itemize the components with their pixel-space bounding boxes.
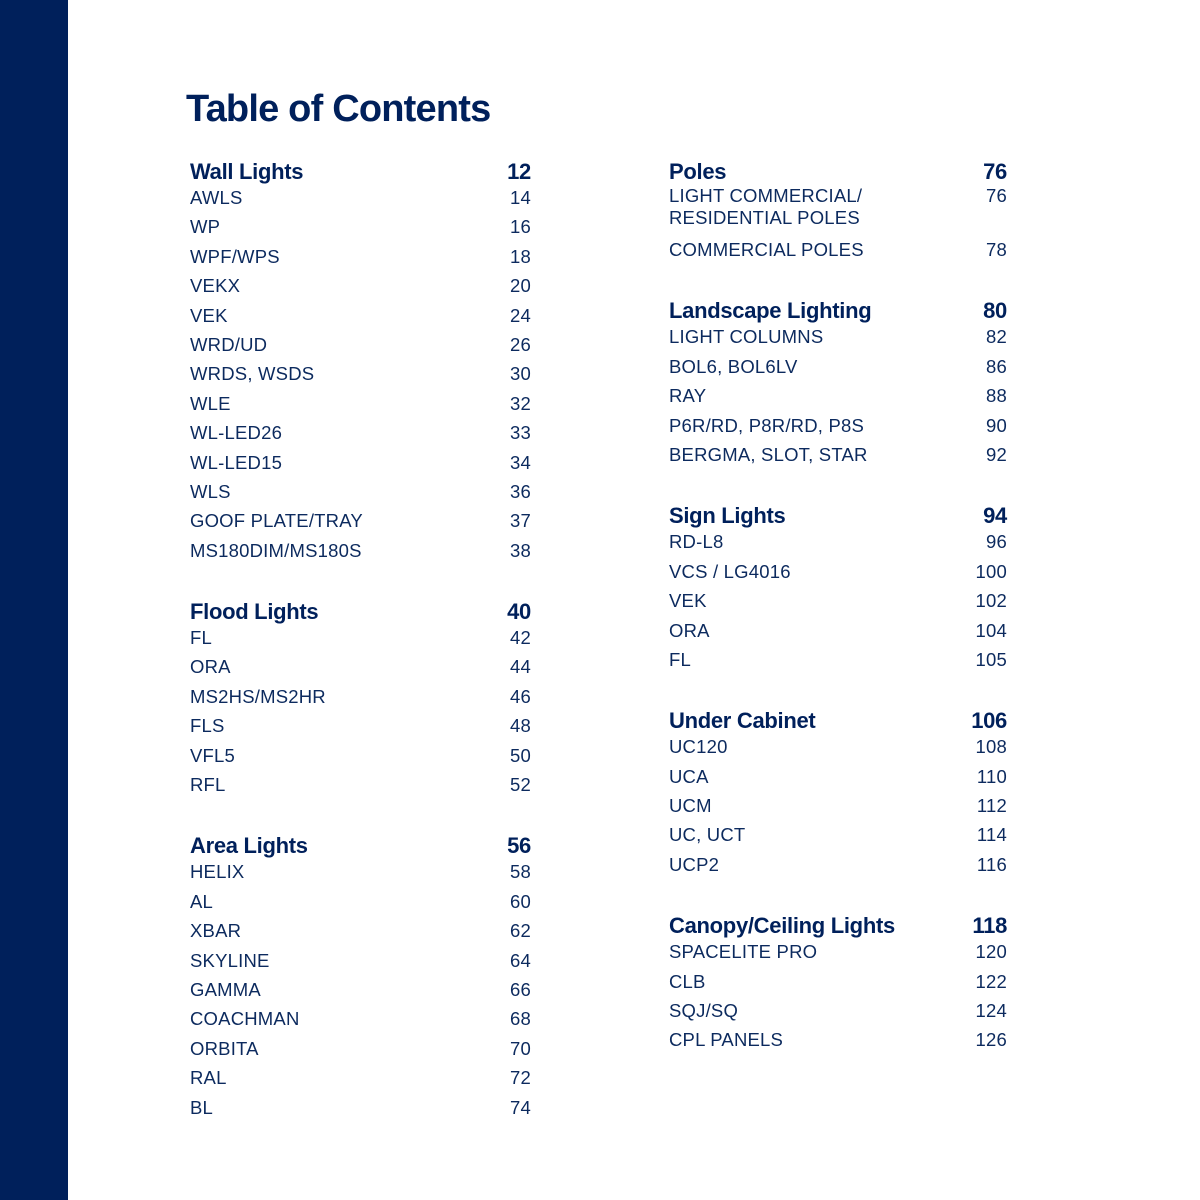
section-heading[interactable] xyxy=(190,829,531,859)
entry-page-number: 64 xyxy=(510,949,531,971)
section-title: Wall Lights xyxy=(190,159,304,184)
entry-page-number: 16 xyxy=(510,216,531,238)
toc-entry[interactable] xyxy=(669,1027,1007,1056)
entry-label: VEK xyxy=(669,590,707,612)
entry-label: VEKX xyxy=(190,275,241,297)
entry-label: AL xyxy=(190,890,214,912)
entry-label: MS180DIM/MS180S xyxy=(190,539,362,561)
entry-page-number: 72 xyxy=(510,1067,531,1089)
entry-label: BERGMA, SLOT, STAR xyxy=(669,443,868,465)
entry-label: WRDS, WSDS xyxy=(190,363,315,385)
entry-label: UCA xyxy=(669,765,709,787)
entry-label: SPACELITE PRO xyxy=(669,941,818,963)
toc-entry[interactable] xyxy=(190,1036,531,1065)
section-title: Area Lights xyxy=(190,833,308,859)
entry-label: RFL xyxy=(190,774,226,796)
entry-label: VFL5 xyxy=(190,744,236,766)
toc-column-right xyxy=(669,155,1007,1085)
entry-label: LIGHT COMMERCIAL/ RESIDENTIAL POLES xyxy=(669,185,863,228)
section-page-number: 40 xyxy=(507,599,531,625)
toc-entry[interactable] xyxy=(190,273,531,302)
entry-label: ORA xyxy=(669,619,710,641)
entry-page-number: 20 xyxy=(510,275,531,297)
section-heading[interactable] xyxy=(669,499,1007,529)
entry-label: GOOF PLATE/TRAY xyxy=(190,510,363,532)
entry-page-number: 110 xyxy=(976,765,1007,787)
entry-label: HELIX xyxy=(190,861,245,883)
toc-entry[interactable] xyxy=(190,479,531,508)
toc-entry[interactable] xyxy=(190,244,531,273)
entry-page-number: 70 xyxy=(510,1037,531,1059)
toc-entry[interactable] xyxy=(669,852,1007,881)
entry-page-number: 38 xyxy=(510,539,531,561)
entry-page-number: 37 xyxy=(510,510,531,532)
section-title: Poles xyxy=(669,159,727,184)
entry-page-number: 48 xyxy=(510,715,531,737)
entry-page-number: 92 xyxy=(986,443,1007,465)
entry-label: GAMMA xyxy=(190,978,261,1000)
toc-entry[interactable] xyxy=(190,1065,531,1094)
entry-page-number: 74 xyxy=(510,1096,531,1118)
entry-page-number: 32 xyxy=(510,392,531,414)
toc-entry[interactable] xyxy=(669,939,1007,968)
entry-page-number: 78 xyxy=(986,239,1007,260)
entry-page-number: 114 xyxy=(976,824,1007,846)
entry-page-number: 116 xyxy=(976,853,1007,875)
toc-entry[interactable] xyxy=(190,508,531,537)
toc-entry[interactable] xyxy=(669,324,1007,353)
section-page-number: 94 xyxy=(983,503,1007,529)
entry-label: ORBITA xyxy=(190,1037,259,1059)
entry-label: RAL xyxy=(190,1067,227,1089)
entry-page-number: 105 xyxy=(975,648,1007,670)
entry-label: AWLS xyxy=(190,187,243,208)
toc-entry[interactable] xyxy=(190,625,531,654)
toc-entry[interactable] xyxy=(190,772,531,801)
toc-entry[interactable] xyxy=(669,764,1007,793)
toc-entry[interactable] xyxy=(669,618,1007,647)
toc-entry[interactable] xyxy=(669,442,1007,471)
toc-entry[interactable] xyxy=(190,303,531,332)
entry-page-number: 58 xyxy=(510,861,531,883)
toc-section xyxy=(190,155,531,567)
entry-page-number: 62 xyxy=(510,920,531,942)
toc-entry[interactable] xyxy=(669,529,1007,558)
entry-page-number: 50 xyxy=(510,744,531,766)
toc-section xyxy=(669,155,1007,266)
entry-label: BOL6, BOL6LV xyxy=(669,355,798,377)
entry-label: FL xyxy=(190,627,212,649)
toc-entry[interactable] xyxy=(669,354,1007,383)
toc-entry[interactable] xyxy=(190,332,531,361)
entry-label: UCP2 xyxy=(669,853,720,875)
toc-entry[interactable] xyxy=(190,214,531,243)
entry-page-number: 86 xyxy=(986,355,1007,377)
toc-entry[interactable] xyxy=(190,1006,531,1035)
toc-entry[interactable] xyxy=(190,450,531,479)
toc-entry[interactable] xyxy=(669,185,1007,237)
entry-page-number: 60 xyxy=(510,890,531,912)
entry-page-number: 90 xyxy=(986,414,1007,436)
entry-label: CPL PANELS xyxy=(669,1029,784,1051)
toc-entry[interactable] xyxy=(190,1095,531,1124)
entry-page-number: 44 xyxy=(510,656,531,678)
toc-entry[interactable] xyxy=(190,654,531,683)
page-title: Table of Contents xyxy=(186,88,491,130)
toc-section xyxy=(190,595,531,801)
toc-entry[interactable] xyxy=(190,391,531,420)
toc-entry[interactable] xyxy=(669,647,1007,676)
toc-entry[interactable] xyxy=(669,383,1007,412)
toc-entry[interactable] xyxy=(669,588,1007,617)
entry-page-number: 14 xyxy=(510,187,531,208)
toc-entry[interactable] xyxy=(669,734,1007,763)
side-color-bar xyxy=(0,0,68,1200)
entry-label: WLS xyxy=(190,480,231,502)
entry-label: VEK xyxy=(190,304,228,326)
entry-page-number: 46 xyxy=(510,685,531,707)
entry-label: SKYLINE xyxy=(190,949,270,971)
section-heading[interactable] xyxy=(669,704,1007,734)
entry-page-number: 34 xyxy=(510,451,531,473)
entry-label: UCM xyxy=(669,795,712,817)
section-title: Under Cabinet xyxy=(669,708,816,734)
entry-page-number: 120 xyxy=(975,941,1007,963)
toc-entry[interactable] xyxy=(669,969,1007,998)
entry-page-number: 124 xyxy=(975,1000,1007,1022)
toc-entry[interactable] xyxy=(669,237,1007,266)
entry-label: MS2HS/MS2HR xyxy=(190,685,326,707)
entry-label: WL-LED26 xyxy=(190,422,283,444)
toc-entry[interactable] xyxy=(669,559,1007,588)
toc-section xyxy=(669,294,1007,471)
section-heading[interactable] xyxy=(190,155,531,185)
toc-entry[interactable] xyxy=(669,998,1007,1027)
entry-page-number: 24 xyxy=(510,304,531,326)
toc-section xyxy=(669,909,1007,1057)
entry-label: RD-L8 xyxy=(669,531,724,553)
entry-label: CLB xyxy=(669,970,706,992)
toc-entry[interactable] xyxy=(190,684,531,713)
entry-label: SQJ/SQ xyxy=(669,1000,739,1022)
entry-page-number: 30 xyxy=(510,363,531,385)
entry-label: UC, UCT xyxy=(669,824,746,846)
section-page-number: 76 xyxy=(983,159,1007,184)
entry-page-number: 36 xyxy=(510,480,531,502)
entry-page-number: 126 xyxy=(975,1029,1007,1051)
section-heading[interactable] xyxy=(669,155,1007,185)
entry-label: WRD/UD xyxy=(190,333,268,355)
toc-entry[interactable] xyxy=(190,420,531,449)
entry-page-number: 112 xyxy=(976,795,1007,817)
section-title: Landscape Lighting xyxy=(669,298,872,324)
section-heading[interactable] xyxy=(669,294,1007,324)
toc-entry[interactable] xyxy=(669,413,1007,442)
toc-section xyxy=(669,704,1007,881)
section-page-number: 12 xyxy=(507,159,531,184)
toc-entry[interactable] xyxy=(190,918,531,947)
toc-entry[interactable] xyxy=(190,859,531,888)
toc-entry[interactable] xyxy=(190,889,531,918)
section-heading[interactable] xyxy=(669,909,1007,939)
entry-label: ORA xyxy=(190,656,231,678)
entry-label: P6R/RD, P8R/RD, P8S xyxy=(669,414,865,436)
entry-page-number: 66 xyxy=(510,978,531,1000)
entry-label: FL xyxy=(669,648,691,670)
section-page-number: 118 xyxy=(972,913,1007,939)
entry-label: WL-LED15 xyxy=(190,451,283,473)
entry-page-number: 82 xyxy=(986,326,1007,348)
toc-column-left xyxy=(190,155,531,1152)
toc-entry[interactable] xyxy=(190,185,531,214)
entry-page-number: 108 xyxy=(975,736,1007,758)
entry-page-number: 104 xyxy=(975,619,1007,641)
entry-page-number: 100 xyxy=(975,560,1007,582)
entry-label: XBAR xyxy=(190,920,242,942)
entry-page-number: 102 xyxy=(975,590,1007,612)
entry-label: LIGHT COLUMNS xyxy=(669,326,824,348)
entry-label: WP xyxy=(190,216,221,238)
entry-label: FLS xyxy=(190,715,225,737)
toc-entry[interactable] xyxy=(669,793,1007,822)
toc-entry[interactable] xyxy=(190,977,531,1006)
toc-section xyxy=(669,499,1007,676)
toc-entry[interactable] xyxy=(669,822,1007,851)
section-title: Sign Lights xyxy=(669,503,786,529)
toc-entry[interactable] xyxy=(190,538,531,567)
entry-label: COACHMAN xyxy=(190,1008,300,1030)
section-title: Flood Lights xyxy=(190,599,319,625)
entry-label: WPF/WPS xyxy=(190,245,280,267)
entry-label: COMMERCIAL POLES xyxy=(669,239,864,260)
entry-label: BL xyxy=(190,1096,214,1118)
entry-page-number: 96 xyxy=(986,531,1007,553)
entry-label: WLE xyxy=(190,392,231,414)
entry-label: VCS / LG4016 xyxy=(669,560,791,582)
toc-entry[interactable] xyxy=(190,361,531,390)
section-page-number: 56 xyxy=(507,833,531,859)
entry-label: RAY xyxy=(669,385,707,407)
toc-entry[interactable] xyxy=(190,713,531,742)
entry-page-number: 76 xyxy=(986,185,1007,206)
entry-page-number: 33 xyxy=(510,422,531,444)
entry-page-number: 18 xyxy=(510,245,531,267)
entry-page-number: 26 xyxy=(510,333,531,355)
entry-page-number: 122 xyxy=(975,970,1007,992)
toc-entry[interactable] xyxy=(190,948,531,977)
toc-section xyxy=(190,829,531,1124)
toc-entry[interactable] xyxy=(190,743,531,772)
entry-page-number: 88 xyxy=(986,385,1007,407)
entry-page-number: 42 xyxy=(510,627,531,649)
entry-page-number: 52 xyxy=(510,774,531,796)
section-title: Canopy/Ceiling Lights xyxy=(669,913,895,939)
section-page-number: 80 xyxy=(983,298,1007,324)
section-page-number: 106 xyxy=(971,708,1007,734)
entry-page-number: 68 xyxy=(510,1008,531,1030)
section-heading[interactable] xyxy=(190,595,531,625)
entry-label: UC120 xyxy=(669,736,728,758)
